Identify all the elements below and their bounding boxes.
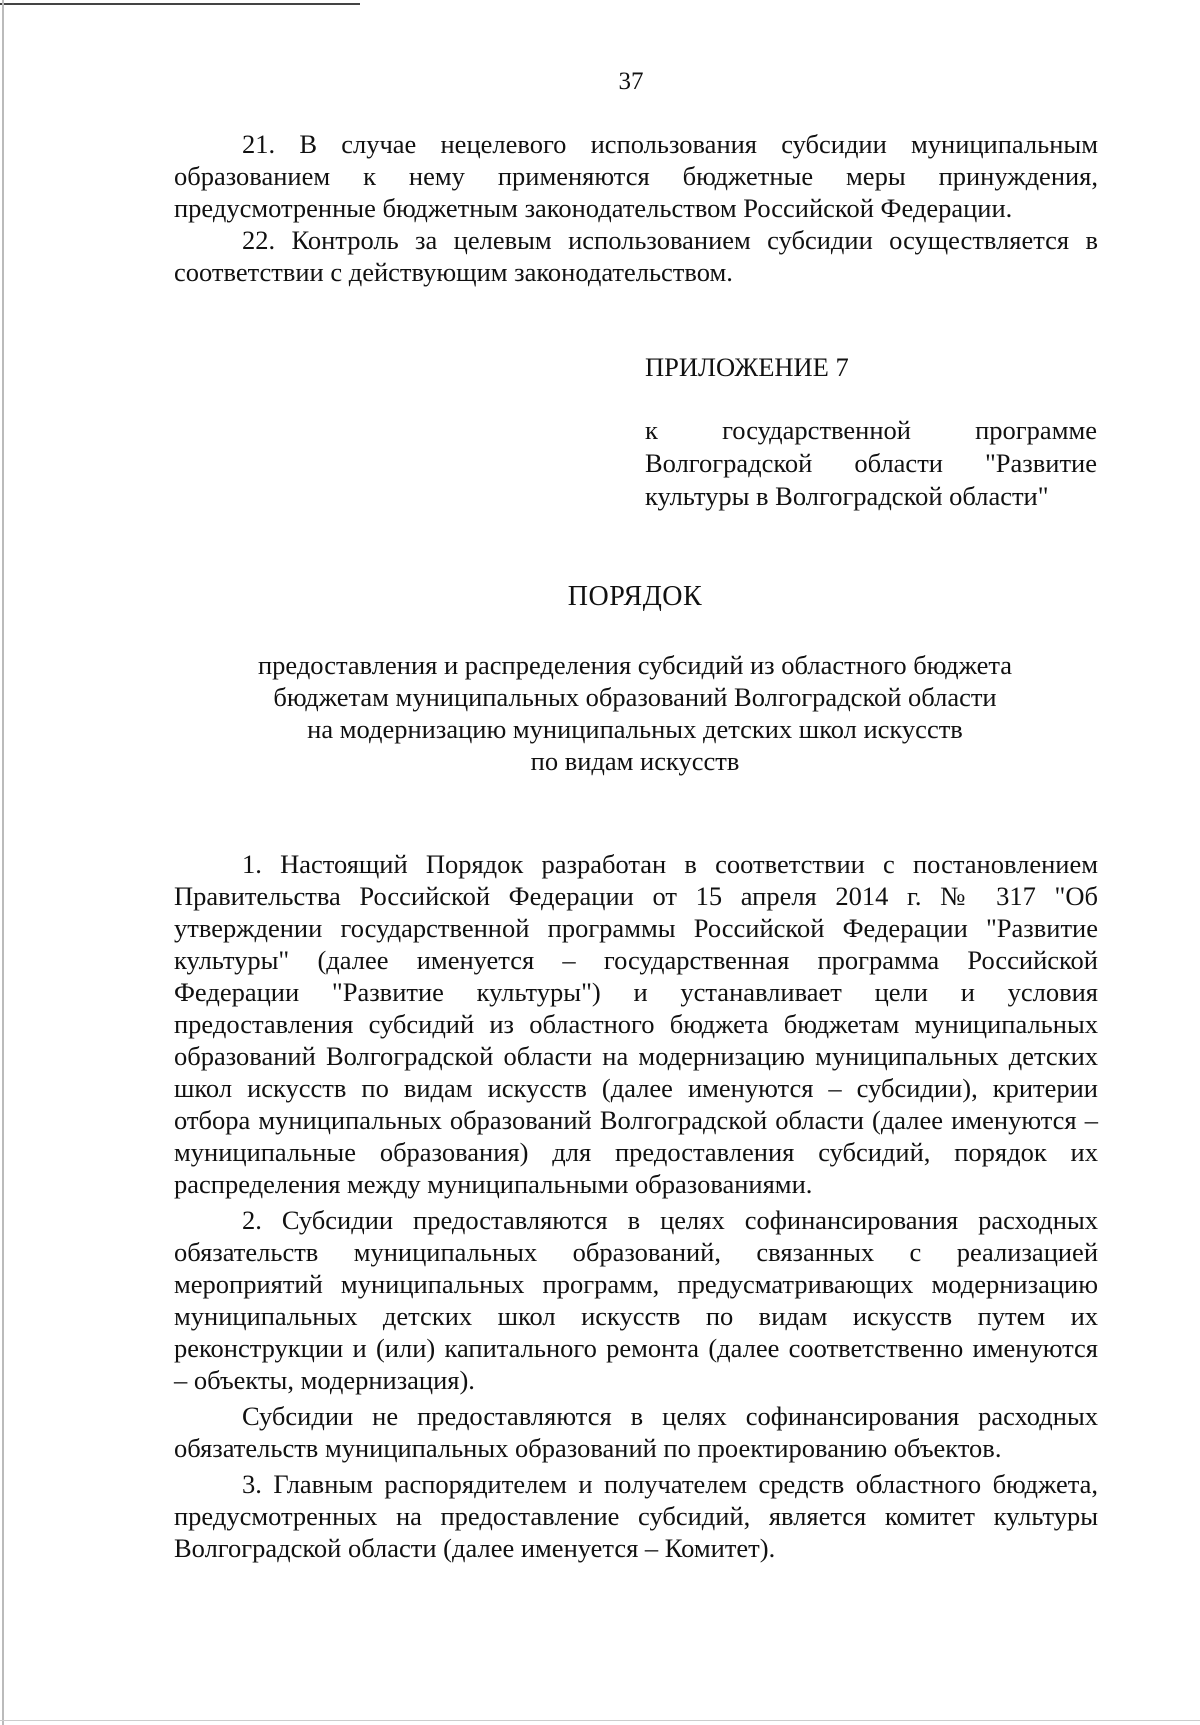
paragraph-2-note: Субсидии не предоставляются в целях софинансирования расходных обязательств муниципальных образований по проектированию объектов.: [174, 1401, 1098, 1463]
appendix-title: ПРИЛОЖЕНИЕ 7: [645, 352, 849, 382]
order-subtitle-line: на модернизацию муниципальных детских школ искусств: [307, 714, 963, 744]
scan-edge-line: [0, 3, 360, 5]
appendix-subtitle: к государственной программе Волгоградской области "Развитие культуры в Волгоградской области": [645, 415, 1097, 511]
main-section: [174, 848, 1098, 1564]
top-section: [174, 128, 1098, 288]
paragraph-22: 22. Контроль за целевым использованием субсидии осуществляется в соответствии с действующим законодательством.: [174, 225, 1098, 287]
paragraph-3: 3. Главным распорядителем и получателем средств областного бюджета, предусмотренных на предоставление субсидий, является комитет культуры Волгоградской области (далее именуется – Комитет).: [174, 1469, 1098, 1563]
order-subtitle-line: предоставления и распределения субсидий из областного бюджета: [257, 650, 1013, 680]
paragraph-21: 21. В случае нецелевого использования субсидии муниципальным образованием к нему применяются бюджетные меры принуждения, предусмотренные бюджетным законодательством Российской Федерации.: [174, 129, 1098, 223]
order-subtitle-line: бюджетам муниципальных образований Волгоградской области: [273, 682, 997, 712]
scan-edge-left: [2, 0, 4, 1725]
scan-edge-bottom: [0, 1720, 1200, 1721]
order-subtitle-line: по видам искусств: [530, 746, 740, 776]
order-title: ПОРЯДОК: [567, 581, 703, 612]
page-number: 37: [618, 68, 644, 95]
paragraph-1: 1. Настоящий Порядок разработан в соответствии с постановлением Правительства Российской Федерации от 15 апреля 2014 г. № 317 "Об утверждении государственной программы Российской Федерации "Развитие культуры" (далее именуется – государственная программа Российской Федерации "Развитие культуры") и устанавливает цели и условия предоставления субсидий из областного бюджета бюджетам муниципальных образований Волгоградской области на модернизацию муниципальных детских школ искусств по видам искусств (далее именуются – субсидии), критерии отбора муниципальных образований Волгоградской области (далее именуются – муниципальные образования) для предоставления субсидий, порядок их распределения между муниципальными образованиями.: [174, 849, 1098, 1199]
paragraph-2: 2. Субсидии предоставляются в целях софинансирования расходных обязательств муниципальных образований, связанных с реализацией мероприятий муниципальных программ, предусматривающих модернизацию муниципальных детских школ искусств по видам искусств путем их реконструкции и (или) капитального ремонта (далее соответственно именуются – объекты, модернизация).: [174, 1205, 1098, 1395]
order-subtitle: [190, 649, 1080, 777]
